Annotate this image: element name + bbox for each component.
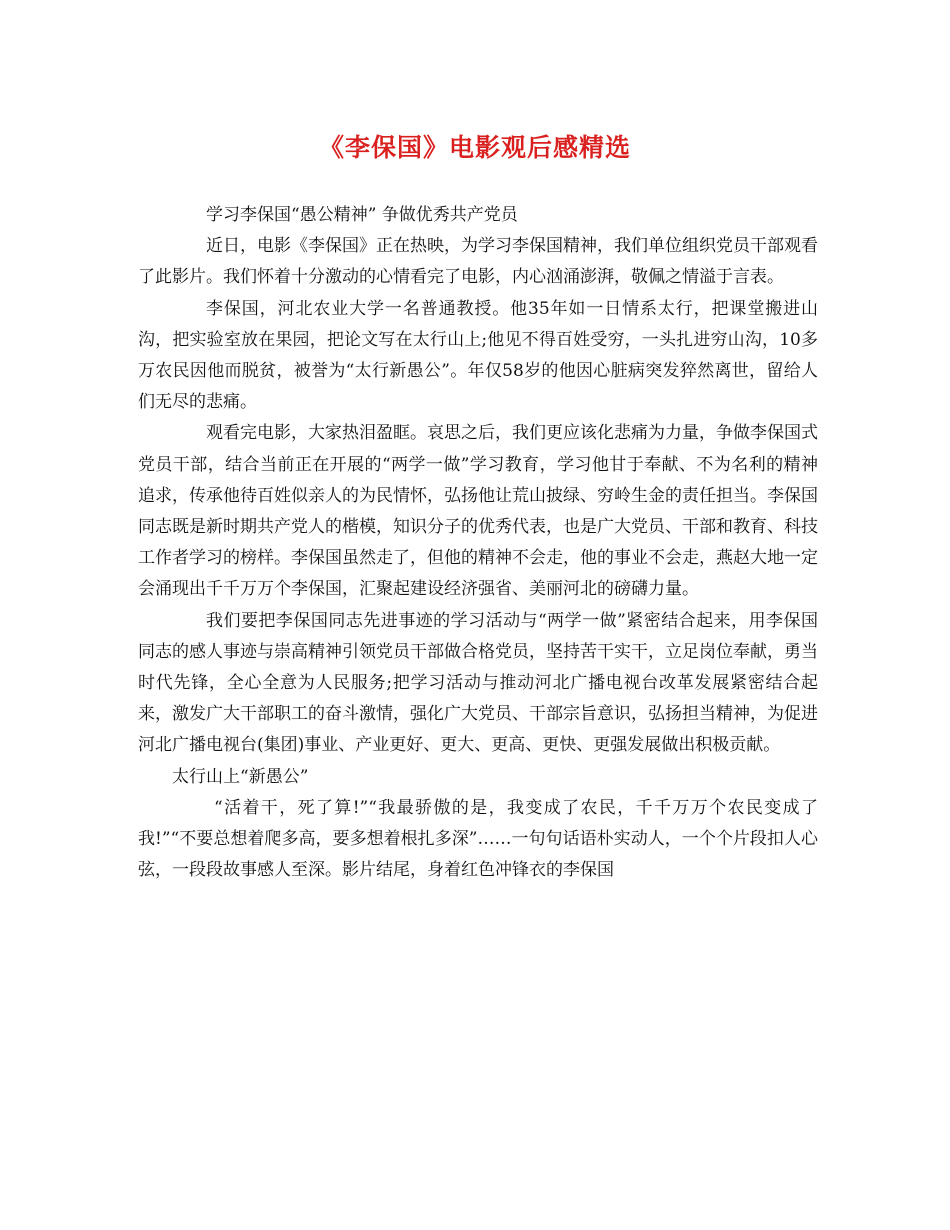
document-title: 《李保国》电影观后感精选: [318, 133, 631, 162]
document-body: [138, 200, 818, 886]
paragraph: 近日，电影《李保国》正在热映，为学习李保国精神，我们单位组织党员干部观看了此影片。我们怀着十分激动的心情看完了电影，内心汹涌澎湃，敬佩之情溢于言表。: [138, 236, 818, 288]
paragraph: 李保国，河北农业大学一名普通教授。他35年如一日情系太行，把课堂搬进山沟，把实验室放在果园，把论文写在太行山上;他见不得百姓受穷，一头扎进穷山沟，10多万农民因他而脱贫，被誉为“太行新愚公”。年仅58岁的他因心脏病突发猝然离世，留给人们无尽的悲痛。: [138, 298, 818, 413]
paragraph: 观看完电影，大家热泪盈眶。哀思之后，我们更应该化悲痛为力量，争做李保国式党员干部，结合当前正在开展的“两学一做”学习教育，学习他甘于奉献、不为名利的精神追求，传承他待百姓似亲人的为民情怀，弘扬他让荒山披绿、穷岭生金的责任担当。李保国同志既是新时期共产党人的楷模，知识分子的优秀代表，也是广大党员、干部和教育、科技工作者学习的榜样。李保国虽然走了，但他的精神不会走，他的事业不会走，燕赵大地一定会涌现出千千万万个李保国，汇聚起建设经济强省、美丽河北的磅礴力量。: [138, 423, 818, 600]
paragraph: 我们要把李保国同志先进事迹的学习活动与“两学一做”紧密结合起来，用李保国同志的感人事迹与崇高精神引领党员干部做合格党员，坚持苦干实干，立足岗位奉献，勇当时代先锋，全心全意为人民服务;把学习活动与推动河北广播电视台改革发展紧密结合起来，激发广大干部职工的奋斗激情，强化广大党员、干部宗旨意识，弘扬担当精神，为促进河北广播电视台(集团)事业、产业更好、更大、更高、更快、更强发展做出积极贡献。: [138, 610, 818, 756]
section-heading: 太行山上“新愚公”: [172, 766, 309, 787]
section-heading: 学习李保国“愚公精神” 争做优秀共产党员: [206, 205, 518, 225]
paragraph: “活着干，死了算!”“我最骄傲的是，我变成了农民，千千万万个农民变成了我!”“不要总想着爬多高，要多想着根扎多深”……一句句话语朴实动人，一个个片段扣人心弦，一段段故事感人至深。影片结尾，身着红色冲锋衣的李保国: [138, 797, 818, 881]
